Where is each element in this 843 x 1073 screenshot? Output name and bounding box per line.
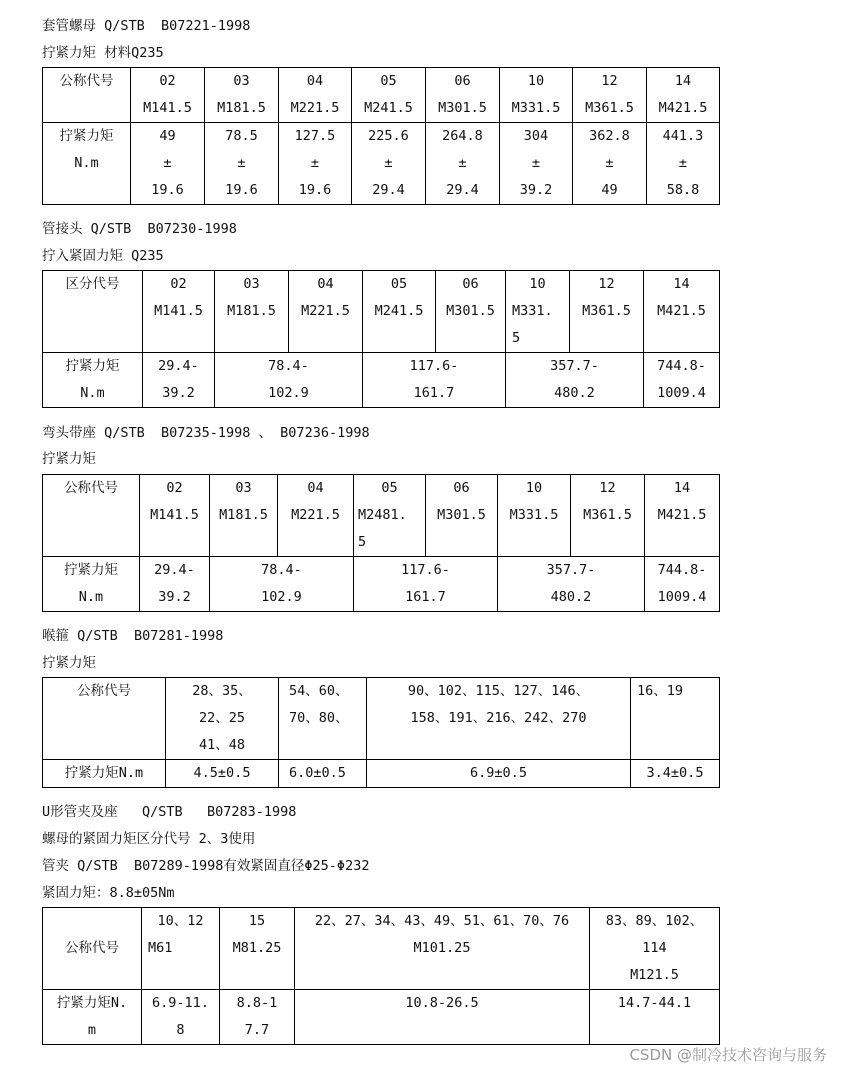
torque-cell: 225.6 ± 29.4 <box>352 123 426 205</box>
header-label: 公称代号 <box>43 908 142 990</box>
code-cell: 83、89、102、 114 M121.5 <box>590 908 720 990</box>
code-cell: 02 M141.5 <box>131 68 205 123</box>
code-cell: 15 M81.25 <box>220 908 295 990</box>
code-cell: 22、27、34、43、49、51、61、70、76 M101.25 <box>295 908 590 990</box>
torque-cell: 6.9±0.5 <box>367 760 631 788</box>
header-label: 区分代号 <box>43 271 143 353</box>
torque-cell: 6.0±0.5 <box>279 760 367 788</box>
code-cell: 14 M421.5 <box>645 475 720 557</box>
section3-table <box>42 474 720 612</box>
torque-cell: 29.4- 39.2 <box>143 353 215 408</box>
section1-title: 套管螺母 Q/STB B07221-1998 <box>42 18 251 34</box>
torque-cell: 357.7- 480.2 <box>506 353 644 408</box>
code-cell: 28、35、 22、25 41、48 <box>166 678 279 760</box>
torque-label: 拧紧力矩 N.m <box>43 557 140 612</box>
torque-label: 拧紧力矩N.m <box>43 760 166 788</box>
code-cell: 04 M221.5 <box>289 271 363 353</box>
section5-note: 螺母的紧固力矩区分代号 2、3使用 <box>42 831 256 847</box>
torque-cell: 362.8 ± 49 <box>573 123 647 205</box>
code-cell: 06 M301.5 <box>436 271 506 353</box>
torque-cell: 117.6- 161.7 <box>354 557 498 612</box>
section6-title: 管夹 Q/STB B07289-1998有效紧固直径Φ25-Φ232 <box>42 858 370 874</box>
code-cell: 10 M331. 5 <box>506 271 570 353</box>
code-cell: 12 M361.5 <box>573 68 647 123</box>
torque-cell: 78.4- 102.9 <box>210 557 354 612</box>
code-cell: 10、12 M61 <box>142 908 220 990</box>
section3-title: 弯头带座 Q/STB B07235-1998 、 B07236-1998 <box>42 425 370 441</box>
code-cell: 14 M421.5 <box>647 68 720 123</box>
code-cell: 04 M221.5 <box>279 68 352 123</box>
torque-cell: 441.3 ± 58.8 <box>647 123 720 205</box>
torque-cell: 6.9-11. 8 <box>142 990 220 1045</box>
section6-table <box>42 907 720 1045</box>
torque-cell: 744.8- 1009.4 <box>645 557 720 612</box>
section3-subtitle: 拧紧力矩 <box>42 451 96 467</box>
torque-label: 拧紧力矩 N.m <box>43 353 143 408</box>
torque-cell: 8.8-1 7.7 <box>220 990 295 1045</box>
code-cell: 16、19 <box>631 678 720 760</box>
code-cell: 02 M141.5 <box>140 475 210 557</box>
torque-cell: 10.8-26.5 <box>295 990 590 1045</box>
code-cell: 05 M2481. 5 <box>354 475 426 557</box>
section4-subtitle: 拧紧力矩 <box>42 655 96 671</box>
code-cell: 03 M181.5 <box>205 68 279 123</box>
code-cell: 05 M241.5 <box>363 271 436 353</box>
torque-cell: 78.5 ± 19.6 <box>205 123 279 205</box>
section1-table <box>42 67 720 205</box>
code-cell: 12 M361.5 <box>571 475 645 557</box>
code-cell: 90、102、115、127、146、 158、191、216、242、270 <box>367 678 631 760</box>
code-cell: 03 M181.5 <box>210 475 278 557</box>
torque-cell: 78.4- 102.9 <box>215 353 363 408</box>
section2-title: 管接头 Q/STB B07230-1998 <box>42 221 237 237</box>
section2-table <box>42 270 720 408</box>
section1-subtitle: 拧紧力矩 材料Q235 <box>42 45 164 61</box>
torque-label: 拧紧力矩 N.m <box>43 123 131 205</box>
torque-cell: 4.5±0.5 <box>166 760 279 788</box>
torque-cell: 49 ± 19.6 <box>131 123 205 205</box>
code-cell: 02 M141.5 <box>143 271 215 353</box>
code-cell: 54、60、 70、80、 <box>279 678 367 760</box>
torque-cell: 117.6- 161.7 <box>363 353 506 408</box>
torque-cell: 744.8- 1009.4 <box>644 353 720 408</box>
code-cell: 06 M301.5 <box>426 475 498 557</box>
header-label: 公称代号 <box>43 678 166 760</box>
section4-table <box>42 677 720 788</box>
section5-title: U形管夹及座 Q/STB B07283-1998 <box>42 804 297 820</box>
section2-subtitle: 拧入紧固力矩 Q235 <box>42 248 164 264</box>
watermark: CSDN @制冷技术咨询与服务 <box>629 1046 827 1064</box>
code-cell: 10 M331.5 <box>498 475 571 557</box>
torque-cell: 29.4- 39.2 <box>140 557 210 612</box>
torque-cell: 127.5 ± 19.6 <box>279 123 352 205</box>
torque-label: 拧紧力矩N. m <box>43 990 142 1045</box>
code-cell: 10 M331.5 <box>500 68 573 123</box>
torque-cell: 264.8 ± 29.4 <box>426 123 500 205</box>
torque-cell: 14.7-44.1 <box>590 990 720 1045</box>
code-cell: 05 M241.5 <box>352 68 426 123</box>
header-label: 公称代号 <box>43 68 131 123</box>
torque-cell: 357.7- 480.2 <box>498 557 645 612</box>
section6-subtitle: 紧固力矩：8.8±05Nm <box>42 885 175 901</box>
section4-title: 喉箍 Q/STB B07281-1998 <box>42 628 224 644</box>
header-label: 公称代号 <box>43 475 140 557</box>
code-cell: 12 M361.5 <box>570 271 644 353</box>
code-cell: 03 M181.5 <box>215 271 289 353</box>
code-cell: 14 M421.5 <box>644 271 720 353</box>
torque-cell: 3.4±0.5 <box>631 760 720 788</box>
code-cell: 04 M221.5 <box>278 475 354 557</box>
code-cell: 06 M301.5 <box>426 68 500 123</box>
torque-cell: 304 ± 39.2 <box>500 123 573 205</box>
